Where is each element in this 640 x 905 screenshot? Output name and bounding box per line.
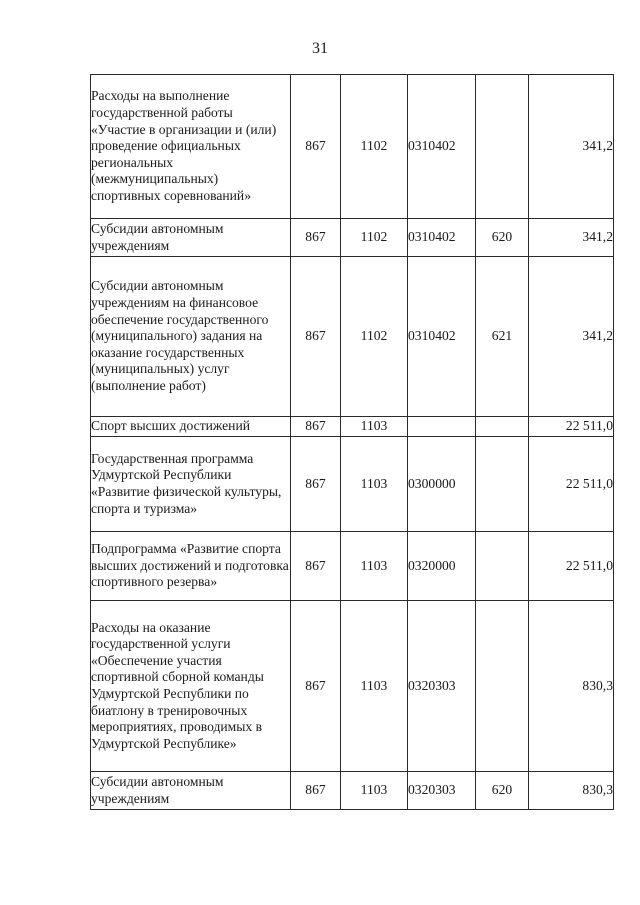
- table-row: [91, 601, 614, 772]
- amount-cell: 22 511,0: [529, 437, 614, 532]
- table-row: [91, 437, 614, 532]
- expense-name-cell: Субсидии автономным учреждениям: [91, 772, 291, 810]
- amount-cell: 830,3: [529, 601, 614, 772]
- amount-cell: 341,2: [529, 257, 614, 417]
- table-row: [91, 772, 614, 810]
- target-article-cell: 0320303: [408, 772, 476, 810]
- target-article-cell: 0310402: [408, 219, 476, 257]
- expense-type-cell: 620: [476, 219, 529, 257]
- expense-name-cell: Расходы на оказание государственной услуги «Обеспечение участия спортивной сборной команды Удмуртской Республики по биатлону в тренировочных мероприятиях, проводимых в Удмуртской Республике»: [91, 601, 291, 772]
- target-article-cell: 0300000: [408, 437, 476, 532]
- expense-name-cell: Расходы на выполнение государственной работы «Участие в организации и (или) проведение официальных региональных (межмуниципальных) спортивных соревнований»: [91, 75, 291, 219]
- section-code-cell: 1103: [341, 601, 408, 772]
- target-article-cell: [408, 417, 476, 437]
- expense-type-cell: [476, 437, 529, 532]
- expense-type-cell: [476, 75, 529, 219]
- expense-type-cell: [476, 601, 529, 772]
- ministry-code-cell: 867: [291, 219, 341, 257]
- table-row: [91, 417, 614, 437]
- ministry-code-cell: 867: [291, 772, 341, 810]
- ministry-code-cell: 867: [291, 417, 341, 437]
- target-article-cell: 0320000: [408, 532, 476, 601]
- expense-name-cell: Субсидии автономным учреждениям на финансовое обеспечение государственного (муниципального) задания на оказание государственных (муниципальных) услуг (выполнение работ): [91, 257, 291, 417]
- ministry-code-cell: 867: [291, 437, 341, 532]
- ministry-code-cell: 867: [291, 532, 341, 601]
- ministry-code-cell: 867: [291, 75, 341, 219]
- table-row: [91, 532, 614, 601]
- expense-name-cell: Государственная программа Удмуртской Республики «Развитие физической культуры, спорта и туризма»: [91, 437, 291, 532]
- expense-name-cell: Спорт высших достижений: [91, 417, 291, 437]
- table-row: [91, 75, 614, 219]
- ministry-code-cell: 867: [291, 257, 341, 417]
- table-row: [91, 219, 614, 257]
- amount-cell: 830,3: [529, 772, 614, 810]
- amount-cell: 22 511,0: [529, 417, 614, 437]
- section-code-cell: 1103: [341, 772, 408, 810]
- expense-type-cell: 620: [476, 772, 529, 810]
- expense-name-cell: Подпрограмма «Развитие спорта высших достижений и подготовка спортивного резерва»: [91, 532, 291, 601]
- expense-type-cell: [476, 417, 529, 437]
- page-number: 31: [312, 40, 328, 57]
- ministry-code-cell: 867: [291, 601, 341, 772]
- section-code-cell: 1102: [341, 257, 408, 417]
- expense-type-cell: 621: [476, 257, 529, 417]
- section-code-cell: 1102: [341, 219, 408, 257]
- target-article-cell: 0310402: [408, 257, 476, 417]
- amount-cell: 22 511,0: [529, 532, 614, 601]
- amount-cell: 341,2: [529, 75, 614, 219]
- section-code-cell: 1103: [341, 532, 408, 601]
- section-code-cell: 1103: [341, 437, 408, 532]
- expense-type-cell: [476, 532, 529, 601]
- budget-table: [90, 74, 614, 810]
- section-code-cell: 1102: [341, 75, 408, 219]
- expense-name-cell: Субсидии автономным учреждениям: [91, 219, 291, 257]
- target-article-cell: 0320303: [408, 601, 476, 772]
- target-article-cell: 0310402: [408, 75, 476, 219]
- table-row: [91, 257, 614, 417]
- amount-cell: 341,2: [529, 219, 614, 257]
- section-code-cell: 1103: [341, 417, 408, 437]
